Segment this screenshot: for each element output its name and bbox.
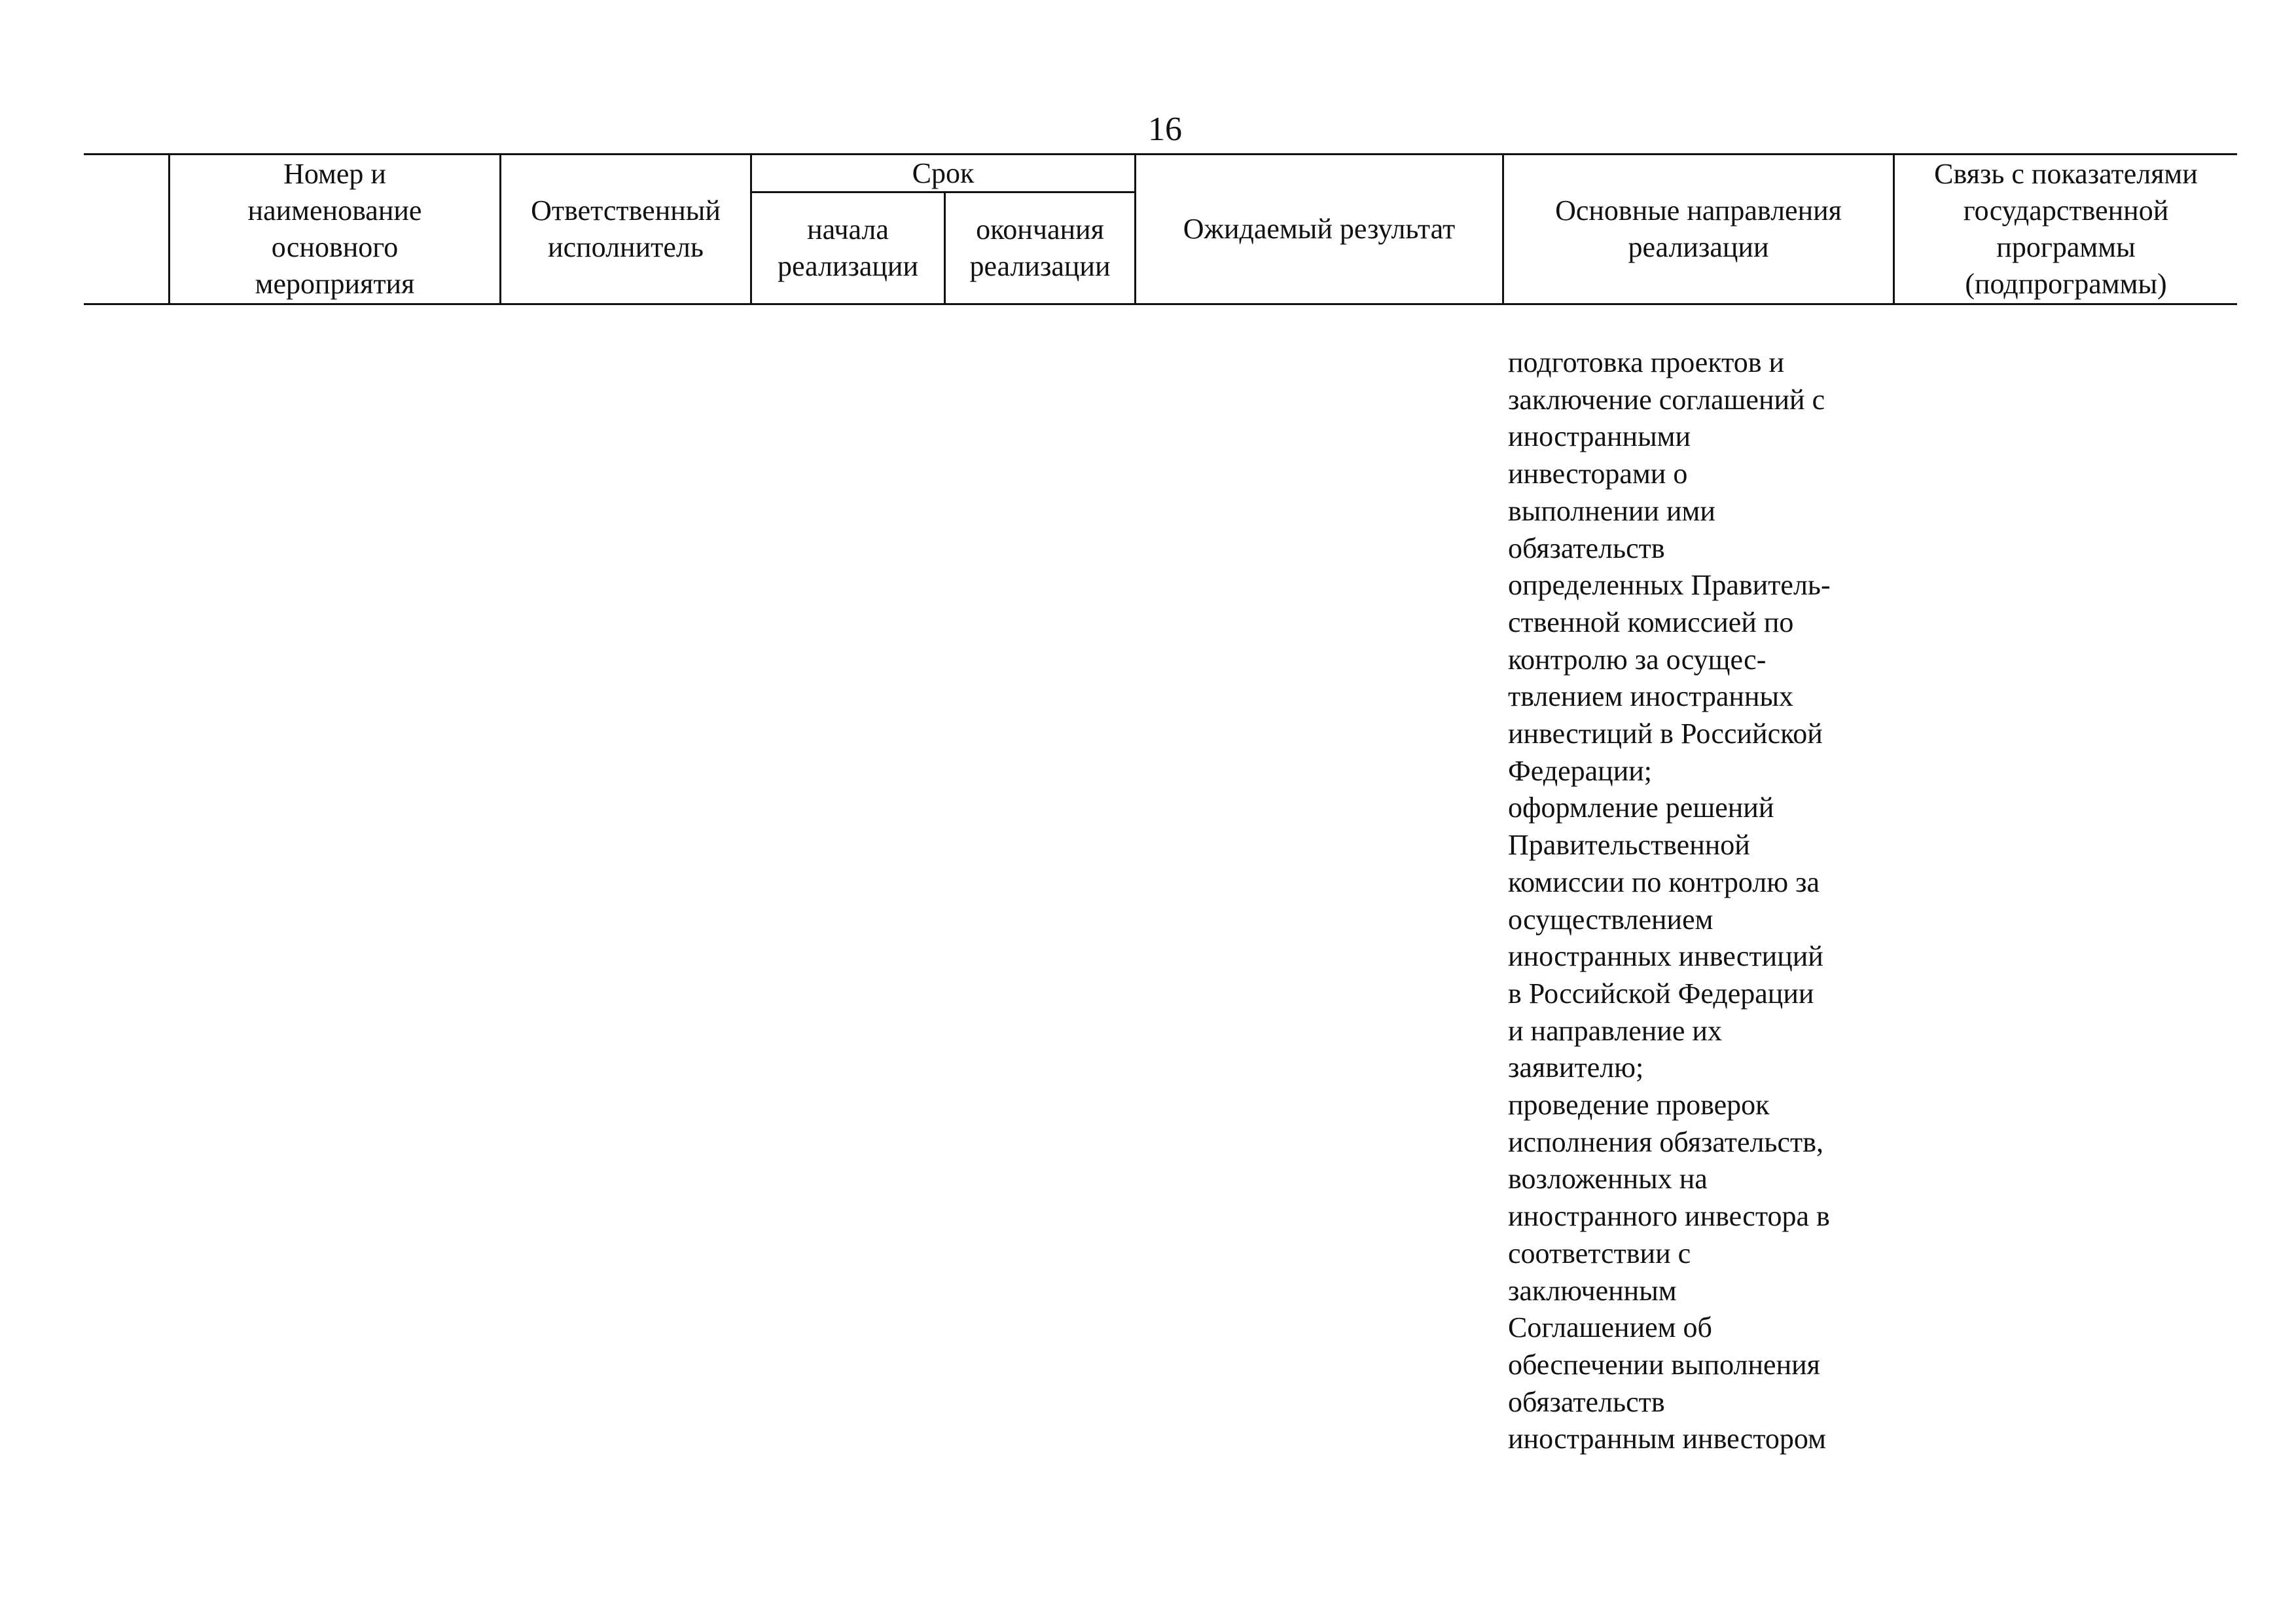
- header-term: Срок: [752, 155, 1134, 193]
- page-number: 16: [1148, 111, 1182, 148]
- header-term-group: [752, 155, 1134, 303]
- header-indicators: Связь с показателями государственной программы (подпрограммы): [1934, 158, 2198, 300]
- header-term-end: окончания реализации: [969, 213, 1111, 282]
- header-responsible: Ответственный исполнитель: [531, 194, 721, 263]
- header-directions: Основные направления реализации: [1555, 194, 1842, 263]
- header-number-name: Номер и наименование основного мероприятия: [247, 158, 422, 300]
- directions-cell-text: подготовка проектов и заключение соглашений с иностранными инвесторами о выполнении ими обязательств определенных Правитель- ственной комиссией по контролю за осущес- твлением иностранных инвестиций в Российской Федерации; оформление решений Правительственной комиссии по контролю за осуществлением иностранных инвестиций в Российской Федерации и направление их заявителю; проведение проверок исполнения обязательств, возложенных на иностранного инвестора в соответствии с заключенным Соглашением об обеспечении выполнения обязательств иностранным инвестором: [1508, 346, 1831, 1455]
- header-term-start: начала реализации: [777, 213, 919, 282]
- header-expected-result: Ожидаемый результат: [1183, 213, 1456, 245]
- table-header: [84, 153, 2237, 305]
